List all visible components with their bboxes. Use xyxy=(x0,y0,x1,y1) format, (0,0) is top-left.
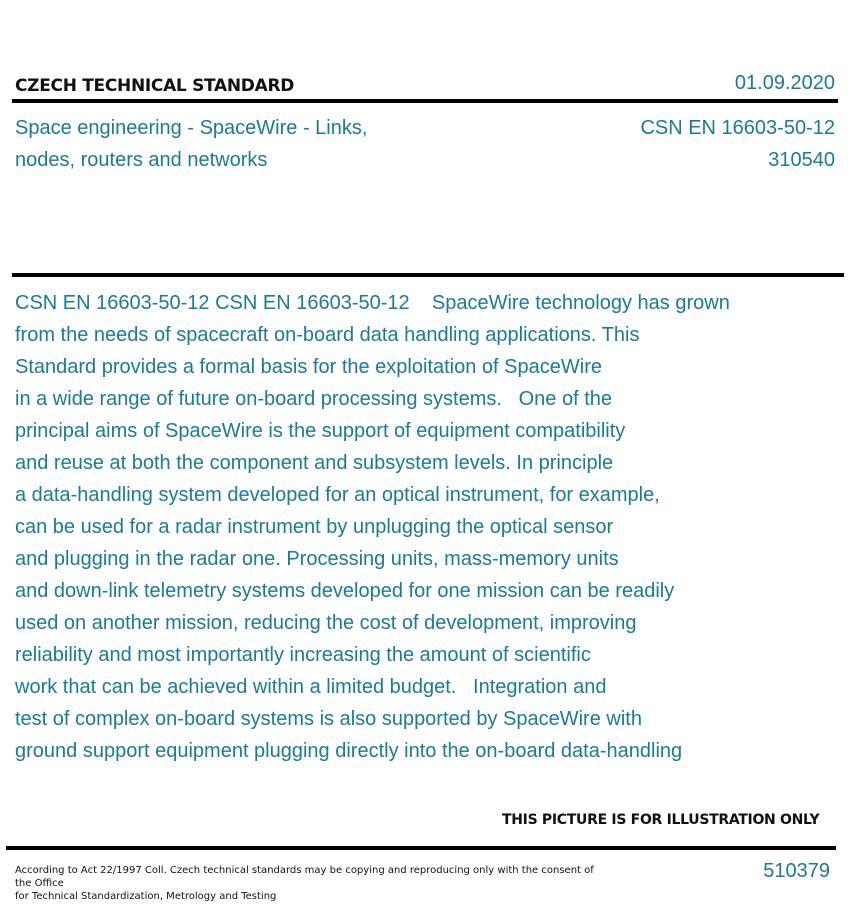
abstract-line: and down-link telemetry systems developed for one mission can be readily xyxy=(15,580,675,602)
abstract-line: and plugging in the radar one. Processing units, mass-memory units xyxy=(15,548,619,570)
standard-code: CSN EN 16603-50-12 xyxy=(640,117,835,139)
header-divider xyxy=(12,99,838,103)
abstract-line: used on another mission, reducing the cost of development, improving xyxy=(15,612,637,634)
publication-date: 01.09.2020 xyxy=(734,72,835,94)
abstract-line: and reuse at both the component and subsystem levels. In principle xyxy=(15,452,614,474)
title-divider xyxy=(12,273,844,277)
standard-title-line-2: nodes, routers and networks xyxy=(15,149,268,171)
copyright-notice xyxy=(15,864,595,903)
abstract-line: in a wide range of future on-board processing systems. One of the xyxy=(15,388,612,410)
document-type-label: CZECH TECHNICAL STANDARD xyxy=(15,76,295,96)
abstract-line: ground support equipment plugging directly into the on-board data-handling xyxy=(15,740,683,762)
catalog-number: 510379 xyxy=(763,860,830,882)
copyright-notice-line-2: for Technical Standardization, Metrology and Testing xyxy=(15,891,277,902)
abstract-line: a data-handling system developed for an optical instrument, for example, xyxy=(15,484,660,506)
abstract-line: work that can be achieved within a limited budget. Integration and xyxy=(15,676,607,698)
footer-divider xyxy=(6,846,836,850)
classification-number: 310540 xyxy=(768,149,835,171)
abstract-line: test of complex on-board systems is also supported by SpaceWire with xyxy=(15,708,642,730)
standard-title-line-1: Space engineering - SpaceWire - Links, xyxy=(15,117,368,139)
abstract-line: reliability and most importantly increasing the amount of scientific xyxy=(15,644,591,666)
abstract-line: Standard provides a formal basis for the exploitation of SpaceWire xyxy=(15,356,602,378)
abstract-line: principal aims of SpaceWire is the support of equipment compatibility xyxy=(15,420,626,442)
copyright-notice-line-1: According to Act 22/1997 Coll. Czech technical standards may be copying and reproducing only with the consent of the Office xyxy=(15,865,594,889)
illustration-disclaimer: THIS PICTURE IS FOR ILLUSTRATION ONLY xyxy=(502,812,820,828)
abstract-line: CSN EN 16603-50-12 CSN EN 16603-50-12 SpaceWire technology has grown xyxy=(15,292,730,314)
abstract-line: can be used for a radar instrument by unplugging the optical sensor xyxy=(15,516,614,538)
abstract-text xyxy=(15,287,815,767)
abstract-line: from the needs of spacecraft on-board data handling applications. This xyxy=(15,324,640,346)
